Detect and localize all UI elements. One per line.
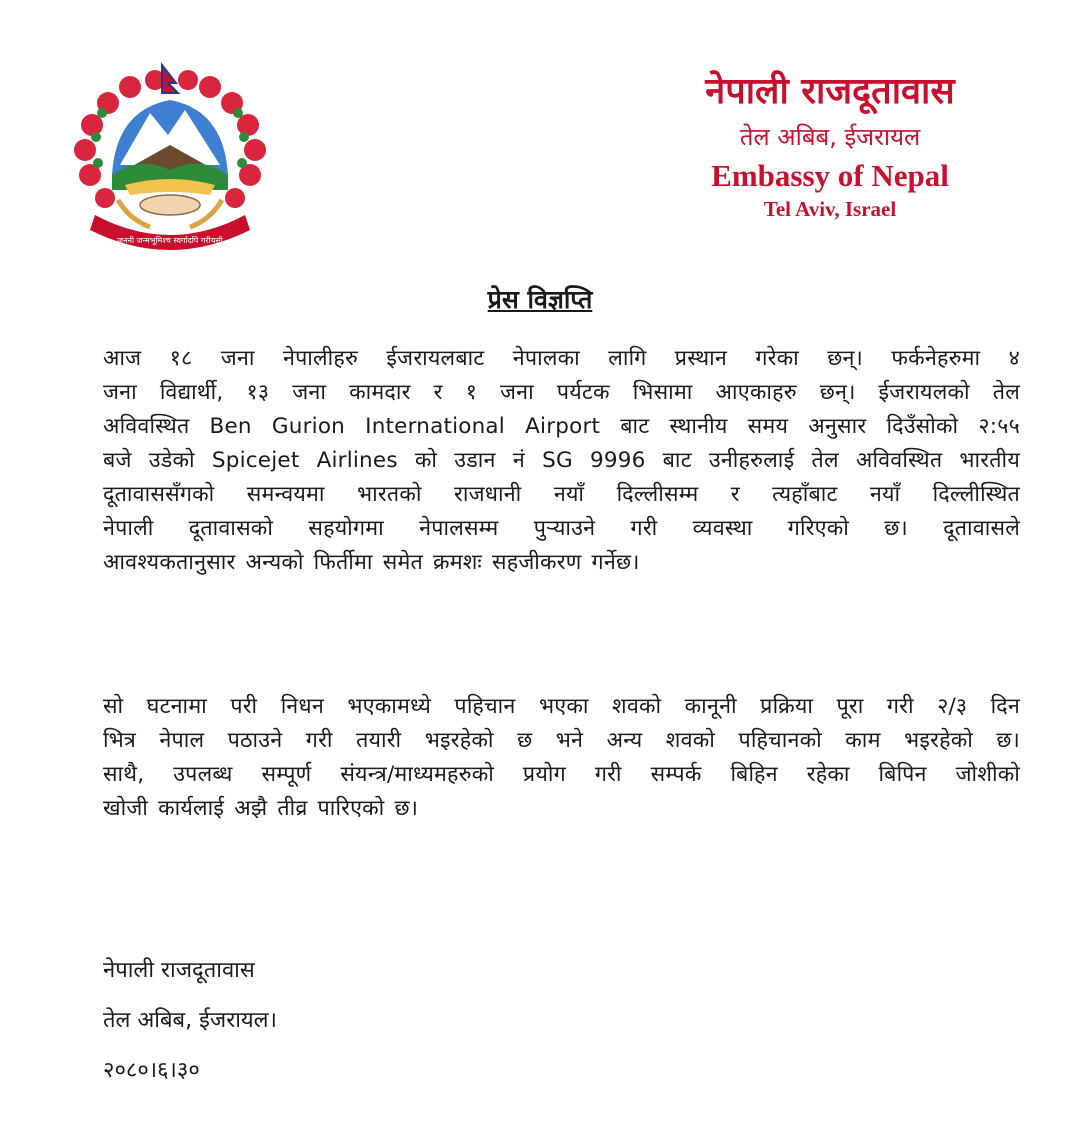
- paragraph-line: नेपाली दूतावासको सहयोगमा नेपालसम्म पुऱ्याउने गरी व्यवस्था गरिएको छ। दूतावासले: [103, 516, 1020, 541]
- signature-embassy: नेपाली राजदूतावास: [103, 958, 255, 983]
- paragraph-2: [103, 690, 1020, 826]
- signature-location: तेल अबिब, ईजरायल।: [103, 1008, 277, 1033]
- paragraph-line: आज १८ जना नेपालीहरु ईजरायलबाट नेपालका लागि प्रस्थान गरेका छन्। फर्कनेहरुमा ४: [103, 346, 1020, 371]
- signature-block: [103, 946, 277, 1096]
- embassy-name-english: Embassy of Nepal: [711, 158, 949, 193]
- paragraph-line: अविवस्थित Ben Gurion International Airport बाट स्थानीय समय अनुसार दिउँसोको २:५५: [103, 414, 1020, 439]
- signature-date: २०८०।६।३०: [103, 1058, 200, 1083]
- paragraph-line: खोजी कार्यलाई अझै तीव्र पारिएको छ।: [103, 796, 419, 821]
- embassy-location-nepali: तेल अबिब, ईजरायल: [739, 123, 921, 151]
- paragraph-line: सो घटनामा परी निधन भएकामध्ये पहिचान भएका शवको कानूनी प्रक्रिया पूरा गरी २/३ दिन: [103, 694, 1020, 719]
- nepal-emblem: [50, 55, 290, 255]
- paragraph-line: साथै, उपलब्ध सम्पूर्ण संयन्त्र/माध्यमहरुको प्रयोग गरी सम्पर्क बिहिन रहेका बिपिन जोशीको: [103, 762, 1020, 787]
- paragraph-1: [103, 342, 1020, 580]
- paragraph-line: आवश्यकतानुसार अन्यको फिर्तीमा समेत क्रमशः सहजीकरण गर्नेछ।: [103, 550, 640, 575]
- document-title: प्रेस विज्ञप्ति: [487, 285, 593, 314]
- paragraph-line: दूतावाससँगको समन्वयमा भारतको राजधानी नयाँ दिल्लीसम्म र त्यहाँबाट नयाँ दिल्लीस्थित: [103, 482, 1020, 507]
- emblem-icon: [50, 55, 290, 255]
- emblem-motto: जननी जन्मभूमिश्च स्वर्गादपि गरीयसी: [117, 236, 223, 245]
- letterhead: [650, 68, 1010, 222]
- embassy-location-english: Tel Aviv, Israel: [763, 197, 897, 221]
- paragraph-line: भित्र नेपाल पठाउने गरी तयारी भइरहेको छ भने अन्य शवको पहिचानको काम भइरहेको छ।: [103, 728, 1020, 753]
- paragraph-line: जना विद्यार्थी, १३ जना कामदार र १ जना पर्यटक भिसामा आएकाहरु छन्। ईजरायलको तेल: [103, 380, 1020, 405]
- paragraph-line: बजे उडेको Spicejet Airlines को उडान नं SG 9996 बाट उनीहरुलाई तेल अविवस्थित भारतीय: [103, 448, 1020, 473]
- embassy-name-nepali: नेपाली राजदूतावास: [705, 71, 955, 112]
